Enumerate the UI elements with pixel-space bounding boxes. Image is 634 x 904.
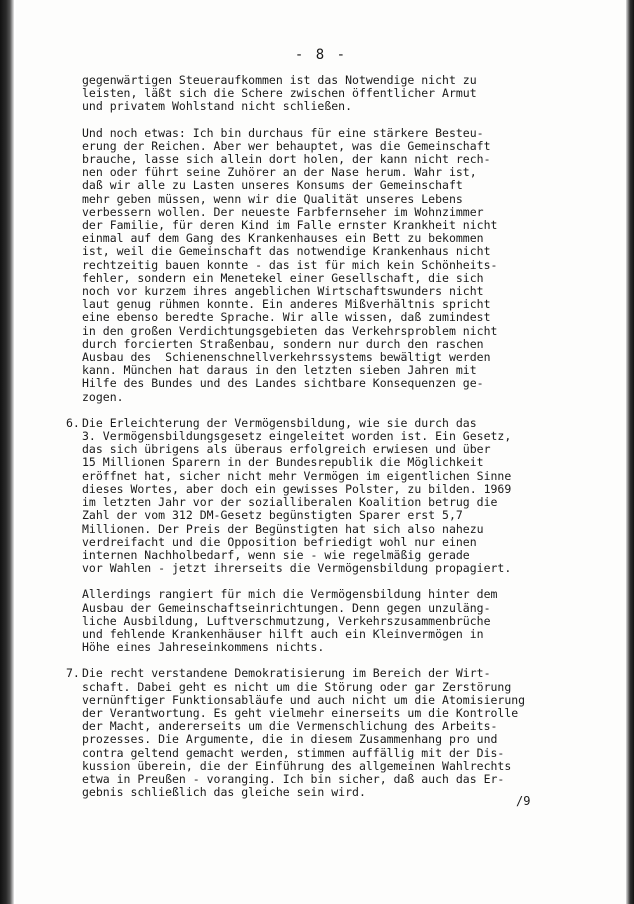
text-line: der Verantwortung. Es geht vielmehr einerseits um die Kontrolle: [82, 705, 519, 720]
text-line: durch forcierten Straßenbau, sondern nur durch den raschen: [82, 336, 484, 351]
text-line: ist, weil die Gemeinschaft das notwendige Krankenhaus nicht: [82, 244, 491, 259]
continuation-reference: /9: [516, 794, 531, 808]
text-line: Ausbau der Gemeinschaftseinrichtungen. Denn gegen unzuläng-: [82, 600, 491, 615]
text-line: kussion überein, die der Einführung des allgemeinen Wahlrechts: [82, 758, 512, 773]
scan-left-edge: [0, 0, 14, 904]
text-line: kann. München hat daraus in den letzten sieben Jahren mit: [82, 363, 477, 378]
text-line: erung der Reichen. Aber wer behauptet, was die Gemeinschaft: [82, 138, 491, 153]
text-line: Die Erleichterung der Vermögensbildung, wie sie durch das: [82, 415, 477, 430]
paragraph: [82, 74, 542, 114]
text-line: leisten, läßt sich die Schere zwischen öffentlicher Armut: [82, 86, 477, 101]
text-line: gebnis schließlich das gleiche sein wird.: [82, 785, 366, 800]
text-line: mehr geben müssen, wenn wir die Qualität unseres Lebens: [82, 191, 463, 206]
body-text: [66, 73, 542, 812]
paragraph: [82, 588, 542, 654]
text-line: 15 Millionen Sparern in der Bundesrepublik die Möglichkeit: [82, 455, 484, 470]
text-line: prozesses. Die Argumente, die in diesem Zusammenhang pro und: [82, 732, 498, 747]
text-line: Die recht verstandene Demokratisierung im Bereich der Wirt-: [82, 666, 491, 681]
text-line: verbessern wollen. Der neueste Farbfernseher im Wohnzimmer: [82, 204, 484, 219]
text-line: in den großen Verdichtungsgebieten das Verkehrsproblem nicht: [82, 323, 498, 338]
text-line: zogen.: [82, 389, 124, 404]
page-number: - 8 -: [294, 47, 348, 63]
text-line: fehler, sondern ein Menetekel einer Gesellschaft, die sich: [82, 270, 484, 285]
paragraph: [82, 127, 542, 404]
text-line: brauche, lasse sich allein dort holen, der kann nicht rech-: [82, 152, 491, 167]
text-line: verdreifacht und die Opposition befriedigt wohl nur einen: [82, 534, 477, 549]
text-line: Hilfe des Bundes und des Landes sichtbare Konsequenzen ge-: [82, 376, 484, 391]
text-line: eine ebenso beredte Sprache. Wir alle wissen, daß zumindest: [82, 310, 491, 325]
paragraph: [66, 415, 542, 576]
text-line: Allerdings rangiert für mich die Vermögensbildung hinter dem: [82, 587, 498, 602]
text-line: vernünftiger Funktionsabläufe und auch nicht um die Atomisierung: [82, 692, 526, 707]
scan-right-edge: [626, 0, 634, 904]
text-line: schaft. Dabei geht es nicht um die Störung oder gar Zerstörung: [82, 679, 512, 694]
paragraph: [66, 666, 542, 800]
text-line: Ausbau des Schienenschnellverkehrssystems bewältigt werden: [82, 350, 491, 365]
text-line: Und noch etwas: Ich bin durchaus für eine stärkere Besteu-: [82, 125, 484, 140]
text-line: gegenwärtigen Steueraufkommen ist das Notwendige nicht zu: [82, 73, 477, 87]
text-line: contra geltend gemacht werden, stimmen auffällig mit der Dis-: [82, 745, 505, 760]
text-line: und privatem Wohlstand nicht schließen.: [82, 99, 353, 114]
text-line: eröffnet hat, sicher nicht mehr Vermögen im eigentlichen Sinne: [82, 468, 512, 483]
text-line: internen Nachholbedarf, wenn sie - wie regelmäßig gerade: [82, 547, 470, 562]
list-number: 7.: [66, 666, 80, 681]
text-line: der Familie, für deren Kind im Falle ernster Krankheit nicht: [82, 218, 498, 233]
text-line: vor Wahlen - jetzt ihrerseits die Vermögensbildung propagiert.: [82, 561, 512, 576]
text-line: Höhe eines Jahreseinkommens nichts.: [82, 640, 325, 655]
text-line: daß wir alle zu Lasten unseres Konsums der Gemeinschaft: [82, 178, 463, 193]
text-line: im letzten Jahr vor der sozialliberalen Koalition betrug die: [82, 495, 498, 510]
document-page: [16, 0, 626, 904]
text-line: nen oder führt seine Zuhörer an der Nase herum. Wahr ist,: [82, 165, 477, 180]
text-line: Millionen. Der Preis der Begünstigten hat sich also nahezu: [82, 521, 484, 536]
text-line: etwa in Preußen - voranging. Ich bin sicher, daß auch das Er-: [82, 771, 505, 786]
text-line: rechtzeitig bauen konnte - das ist für mich kein Schönheits-: [82, 257, 498, 272]
text-line: einmal auf dem Gang des Krankenhauses ein Bett zu bekommen: [82, 231, 484, 246]
text-line: der Macht, andererseits um die Vermenschlichung des Arbeits-: [82, 719, 498, 734]
text-line: laut genug rühmen konnte. Ein anderes Mißverhältnis spricht: [82, 297, 491, 312]
text-line: liche Ausbildung, Luftverschmutzung, Verkehrszusammenbrüche: [82, 613, 491, 628]
text-line: und fehlende Krankenhäuser hilft auch ein Kleinvermögen in: [82, 626, 484, 641]
text-line: Zahl der vom 312 DM-Gesetz begünstigten Sparer erst 5,7: [82, 508, 463, 523]
list-number: 6.: [66, 415, 80, 430]
text-line: 3. Vermögensbildungsgesetz eingeleitet worden ist. Ein Gesetz,: [82, 429, 512, 444]
text-line: noch vor kurzem ihres angeblichen Wirtschaftswunders nicht: [82, 284, 484, 299]
text-line: dieses Wortes, aber doch ein gewisses Polster, zu bilden. 1969: [82, 481, 512, 496]
text-line: das sich übrigens als überaus erfolgreich erwiesen und über: [82, 442, 491, 457]
